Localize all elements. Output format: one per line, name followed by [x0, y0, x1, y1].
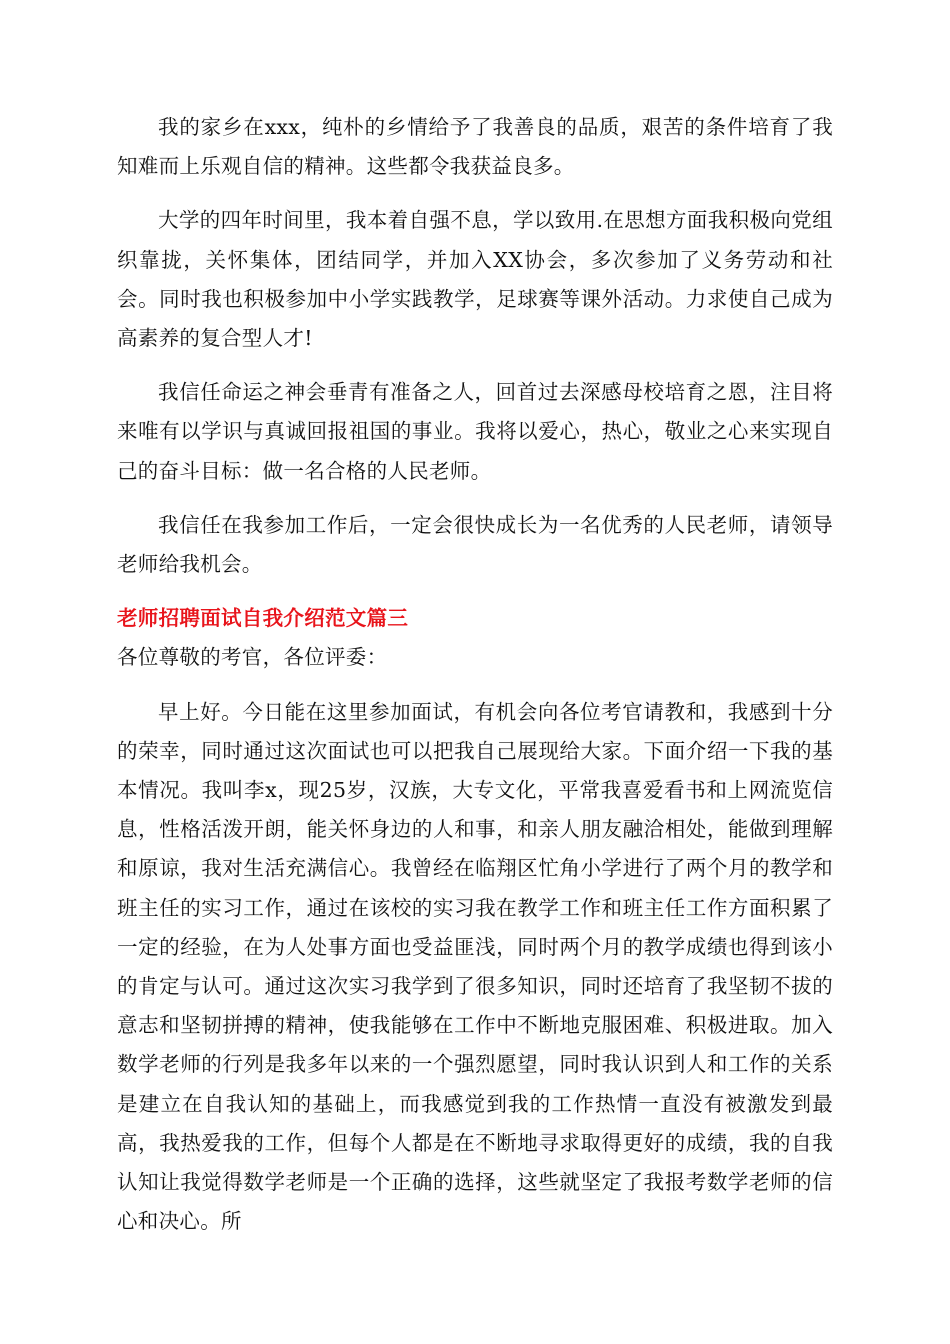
paragraph-destiny: 我信任命运之神会垂青有准备之人，回首过去深感母校培育之恩，注目将来唯有以学识与真诚回报祖国的事业。我将以爱心，热心，敬业之心来实现自己的奋斗目标：做一名合格的人民老师。: [117, 380, 833, 483]
paragraph-self-introduction: 早上好。今日能在这里参加面试，有机会向各位考官请教和，我感到十分的荣幸，同时通过这次面试也可以把我自己展现给大家。下面介绍一下我的基本情况。我叫李x，现25岁，汉族，大专文化，平常我喜爱看书和上网流览信息，性格活泼开朗，能关怀身边的人和事，和亲人朋友融洽相处，能做到理解和原谅，我对生活充满信心。我曾经在临翔区忙角小学进行了两个月的教学和班主任的实习工作，通过在该校的实习我在教学工作和班主任工作方面积累了一定的经验，在为人处事方面也受益匪浅，同时两个月的教学成绩也得到该小的肯定与认可。通过这次实习我学到了很多知识，同时还培育了我坚韧不拔的意志和坚韧拼搏的精神，使我能够在工作中不断地克服困难、积极进取。加入数学老师的行列是我多年以来的一个强烈愿望，同时我认识到人和工作的关系是建立在自我认知的基础上，而我感觉到我的工作热情一直没有被激发到最高，我热爱我的工作，但每个人都是在不断地寻求取得更好的成绩，我的自我认知让我觉得数学老师是一个正确的选择，这些就坚定了我报考数学老师的信心和决心。所: [117, 699, 833, 1234]
paragraph-university: 大学的四年时间里，我本着自强不息，学以致用.在思想方面我积极向党组织靠拢，关怀集体，团结同学，并加入XX协会，多次参加了义务劳动和社会。同时我也积极参加中小学实践教学，足球赛等课外活动。力求使自己成为高素养的复合型人才!: [117, 208, 833, 351]
paragraph-trust: 我信任在我参加工作后，一定会很快成长为一名优秀的人民老师，请领导老师给我机会。: [117, 512, 833, 577]
document-page: [117, 108, 833, 1256]
paragraph-hometown: 我的家乡在xxx，纯朴的乡情给予了我善良的品质，艰苦的条件培育了我知难而上乐观自信的精神。这些都令我获益良多。: [117, 115, 833, 179]
greeting-line: 各位尊敬的考官，各位评委：: [117, 645, 388, 670]
section-heading: 老师招聘面试自我介绍范文篇三: [117, 606, 409, 631]
